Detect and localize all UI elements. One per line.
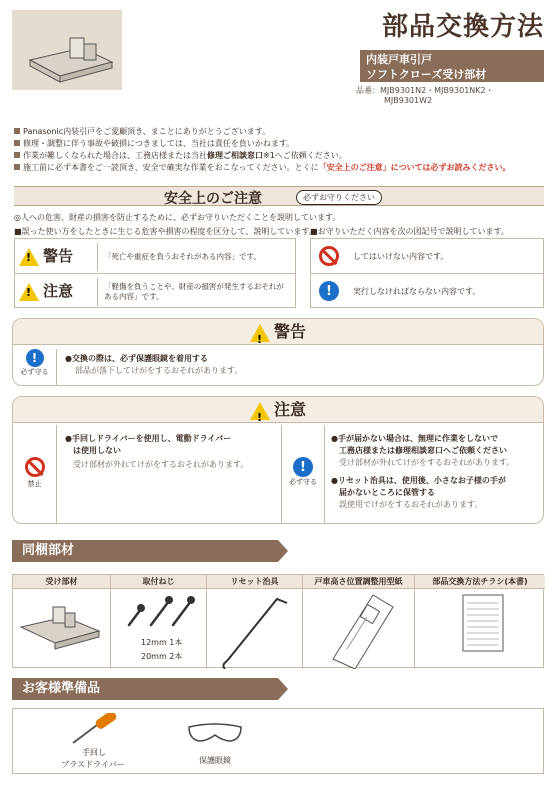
prohibit-label: 禁止: [27, 480, 42, 488]
symbol-legend: [310, 238, 544, 308]
warning-icon-cell: [13, 349, 57, 385]
models-line1: 品番：MJB9301N2・MJB9301NK2・: [356, 86, 494, 95]
severity-legend: [14, 238, 296, 308]
reset-jig-icon: [207, 589, 303, 669]
warning-item-title: ●交換の際は、必ず保護眼鏡を着用する: [65, 354, 208, 363]
col-header: 戸車高さ位置調整用型紙: [303, 575, 415, 589]
prohibit-icon-cell: [13, 425, 57, 524]
note-text: ※1へご依頼ください。: [263, 151, 347, 160]
caution-left-title2: は使用しない: [73, 446, 121, 455]
template-sheet-icon: [303, 589, 415, 669]
must-icon-cell: [281, 425, 325, 524]
col-header: リセット治具: [207, 575, 303, 589]
caution-right-desc2: 誤使用でけがをするおそれがあります。: [339, 500, 483, 509]
legend-warning-row: [15, 239, 295, 274]
warning-box: [12, 318, 544, 386]
screws-cell: [111, 589, 207, 669]
caution-box: [12, 396, 544, 524]
safety-glasses-icon: [185, 719, 245, 745]
prepare-section-title: お客様準備品: [12, 678, 278, 700]
subtitle-line1: 内装戸車引戸: [366, 53, 432, 66]
caution-triangle-icon: [250, 402, 270, 420]
screw-spec-12mm: 12mm 1本: [141, 638, 183, 647]
screwdriver-label1: 手回し: [82, 748, 106, 757]
caution-box-title: 注意: [273, 400, 306, 419]
screwdriver-label2: プラスドライバー: [61, 760, 125, 769]
screws-icon: [111, 589, 207, 633]
legend-must-row: [311, 274, 543, 309]
must-read-pill: 必ずお守りください: [296, 190, 382, 205]
safety-header: [14, 186, 544, 206]
col-header: 取付ねじ: [111, 575, 207, 589]
caution-right-title4: 届かないところに保管する: [339, 488, 435, 497]
subtitle-line2: ソフトクローズ受け部材: [366, 68, 487, 81]
bullet-square-icon: [14, 140, 20, 146]
template-cell: [303, 589, 415, 669]
legend-caution-label: [19, 280, 73, 301]
screwdriver-icon: [67, 713, 121, 747]
symbol-caption: ■お守りいただく内容を次の図記号で説明しています。: [310, 227, 509, 236]
reset-jig-cell: [207, 589, 303, 669]
included-section-title: 同梱部材: [12, 540, 278, 562]
warning-triangle-icon: [19, 248, 39, 266]
prohibit-desc: してはいけない内容です。: [353, 252, 449, 261]
must-desc: 実行しなければならない内容です。: [353, 287, 481, 296]
caution-label-text: 注意: [43, 282, 74, 300]
prohibit-icon: [25, 457, 45, 477]
caution-right-title2: 工務店様または修理相談窓口へご依頼ください: [339, 446, 507, 455]
legend-warning-desc: 「死亡や重症を負うおそれがある内容」です。: [97, 243, 287, 271]
must-do-icon: !: [319, 281, 339, 301]
prepared-items: [12, 708, 544, 774]
must-do-icon: !: [293, 457, 313, 477]
models-line2: MJB9301W2: [384, 96, 433, 105]
model-numbers: [356, 86, 546, 106]
note-text: Panasonic内装引戸をご愛顧頂き、まことにありがとうございます。: [23, 127, 271, 136]
caution-box-header: [13, 397, 543, 423]
caution-right-title1: ●手が届かない場合は、無理に作業をしないで: [331, 434, 498, 443]
page-title: 部品交換方法: [381, 12, 544, 42]
note-item: [14, 126, 544, 138]
note-item: [14, 138, 544, 150]
repair-contact-label: 修理ご相談窓口: [207, 151, 263, 160]
note-item: [14, 150, 544, 162]
col-header: 部品交換方法チラシ(本書): [415, 575, 545, 589]
must-do-icon: !: [26, 349, 44, 367]
warning-triangle-icon: [250, 324, 270, 342]
intro-notes: [14, 126, 544, 174]
col-header: 受け部材: [13, 575, 111, 589]
safety-intro: ◎人への危害、財産の損害を防止するために、必ずお守りいただくことを説明しています。: [14, 213, 341, 222]
receiver-part-cell: [13, 589, 111, 669]
warning-box-header: [13, 319, 543, 345]
warning-item-desc: 部品が落下してけがをするおそれがあります。: [75, 366, 243, 375]
legend-warning-label: [19, 245, 73, 266]
caution-right-desc1: 受け部材が外れてけがをするおそれがあります。: [339, 458, 515, 467]
bullet-square-icon: [14, 164, 20, 170]
screw-spec-20mm: 20mm 2本: [141, 652, 183, 661]
leaflet-document-icon: [415, 589, 545, 669]
caution-left-title1: ●手回しドライバーを使用し、電動ドライバー: [65, 434, 232, 443]
part-illustration: [12, 10, 122, 90]
bullet-square-icon: [14, 152, 20, 158]
included-parts-table: [12, 574, 544, 668]
warning-box-title: 警告: [273, 322, 306, 341]
warning-label-text: 警告: [43, 247, 74, 265]
caution-left-desc: 受け部材が外れてけがをするおそれがあります。: [73, 460, 249, 469]
legend-prohibit-row: [311, 239, 543, 274]
bullet-square-icon: [14, 128, 20, 134]
caution-right-title3: ●リセット治具は、使用後、小さなお子様の手が: [331, 476, 506, 485]
must-do-label: 必ず守る: [289, 478, 317, 486]
product-subtitle: [360, 50, 544, 82]
prohibit-icon: [319, 246, 339, 266]
legend-caution-row: [15, 274, 295, 309]
legend-caution-desc: 「軽傷を負うことや、財産の損害が発生するおそれがある内容」です。: [97, 278, 287, 306]
note-text: 施工前に必ず本書をご一読頂き、安全で確実な作業をおこなってください。とくに: [23, 163, 319, 172]
safety-emphasis: 「安全上のご注意」については必ずお読みください。: [318, 163, 511, 172]
leaflet-cell: [415, 589, 545, 669]
severity-caption: ■誤った使い方をしたときに生じる危害や損害の程度を区分して、説明しています。: [14, 227, 317, 236]
note-text: 作業が難しくなられた場合は、工務店様または当社: [23, 151, 207, 160]
safety-title: 安全上のご注意: [164, 191, 262, 207]
safety-glasses-label: 保護眼鏡: [199, 756, 231, 765]
note-item: [14, 162, 544, 174]
note-text: 修理・調整に伴う事故や破損につきましては、当社は責任を負いかねます。: [23, 139, 295, 148]
receiver-part-icon: [13, 589, 111, 669]
caution-triangle-icon: [19, 283, 39, 301]
must-do-label: 必ず守る: [20, 368, 49, 376]
